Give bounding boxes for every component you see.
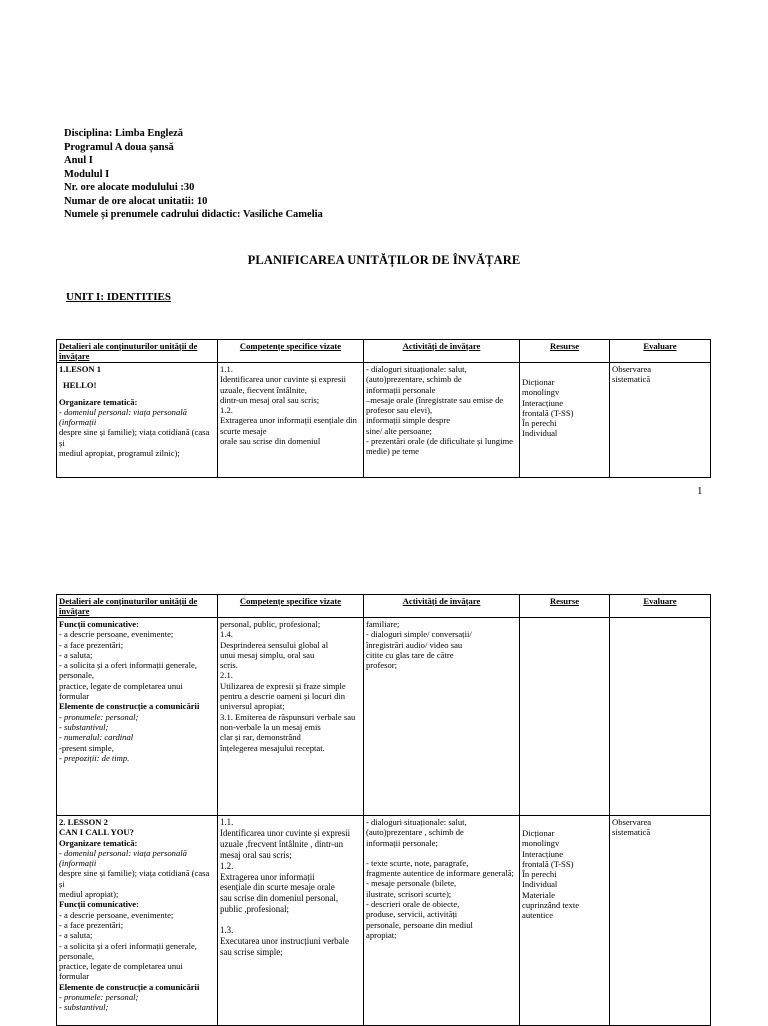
lesson-title: 2. LESSON 2 (59, 817, 108, 827)
text-line: mediul apropiat, programul zilnic); (59, 448, 180, 459)
text-line: dintr-un mesaj oral sau scris; (220, 394, 320, 405)
text-line: Interacțiune (522, 397, 564, 408)
unit-heading: UNIT I: IDENTITIES (66, 291, 171, 303)
text-line: 3.1. Emiterea de răspunsuri verbale sau (220, 711, 356, 722)
text-line: produse, servicii, activități (366, 909, 458, 920)
page-title: PLANIFICAREA UNITĂȚILOR DE ÎNVĂȚARE (247, 253, 521, 267)
text-line: - a descrie persoane, evenimente; (59, 629, 174, 640)
text-line: - domeniul personal: viața personală (informații (59, 406, 187, 428)
text-line: 1.1. (220, 817, 234, 827)
text-line: informații simple despre (366, 415, 451, 426)
text-line: înregistrări audio/ video sau (366, 639, 463, 650)
text-line: mediul apropiat); (59, 889, 119, 900)
text-line: Interacțiune (522, 848, 564, 859)
text-line: uzuale, fiecvent întâlnite, (220, 384, 307, 395)
lesson-title: 1.LESON 1 (59, 364, 102, 374)
text-line: profesor; (366, 660, 398, 671)
text-line: apropiat; (366, 929, 397, 940)
text-line: despre sine și familie); viața cotidiană (casa și (59, 868, 210, 889)
text-line: - a saluta; (59, 649, 93, 660)
column-header: Competențe specifice vizate (218, 340, 364, 363)
text-line: cuprinzând texte (522, 900, 580, 911)
text-line: - descrieri orale de obiecte, (366, 899, 460, 910)
text-line: scris. (220, 660, 238, 671)
document-header (64, 127, 323, 222)
text-line: informații personale; (366, 837, 438, 848)
header-line-module: Modulul I (64, 168, 110, 180)
text-line: 1.3. (220, 925, 234, 936)
text-line: Dicționar (522, 377, 555, 387)
section-label: Elemente de construcție a comunicării (59, 981, 200, 992)
text-line: mesaj oral sau scris; (220, 849, 292, 860)
text-line: - domeniul personal: viața personală (informații (59, 847, 187, 869)
text-line: Identificarea unor cuvinte și expresii (220, 827, 351, 838)
column-header: Evaluare (610, 595, 711, 618)
text-line: - pronumele: personal; (59, 711, 139, 722)
cell-activities (364, 618, 520, 816)
text-line: În perechi (522, 869, 557, 880)
section-label: Funcții comunicative: (59, 899, 139, 910)
table-row (57, 363, 711, 478)
text-line: non-verbale la un mesaj emis (220, 721, 321, 732)
text-line: autentice (522, 910, 554, 921)
header-line-program: Programul A doua șansă (64, 141, 174, 153)
text-line: familiare; (366, 619, 400, 629)
cell-activities (364, 363, 520, 478)
cell-content-details (57, 618, 218, 816)
column-header: Detalieri ale conținuturilor unității de învățare (57, 595, 218, 618)
table-row (57, 618, 711, 816)
text-line: În perechi (522, 418, 557, 429)
text-line: - a saluta; (59, 930, 93, 941)
text-line: - prezentări orale (de dificultate și lungime medie) pe teme (366, 436, 513, 457)
text-line: practice, legate de completarea unui formular (59, 680, 183, 702)
column-header: Resurse (520, 340, 610, 363)
cell-evaluation (610, 363, 711, 478)
text-line: Observarea (612, 817, 652, 827)
text-line: sau scrise din domeniul personal, (220, 893, 339, 904)
text-line: sistematică (612, 827, 651, 838)
cell-resources (520, 816, 610, 1026)
text-line: - dialoguri situaționale: salut, (366, 817, 467, 827)
text-line: despre sine și familie); viața cotidiană (casa și (59, 427, 210, 448)
section-label: Organizare tematică: (59, 837, 138, 848)
text-line: informații personale (366, 384, 436, 395)
column-header: Evaluare (610, 340, 711, 363)
text-line: 1.4. (220, 629, 233, 640)
text-line: monolingv (522, 838, 560, 849)
table-row (57, 816, 711, 1026)
text-line: monolingv (522, 387, 560, 398)
text-line: Observarea (612, 364, 652, 374)
text-line: Extragerea unor informații esențiale din scurte mesaje (220, 415, 357, 436)
column-header: Activități de învățare (364, 595, 520, 618)
text-line: fragmente autentice de informare generală; (366, 868, 514, 879)
text-line: personale, persoane din mediul (366, 919, 473, 930)
text-line: - substantivul; (59, 1002, 109, 1013)
text-line: Extragerea unor informații (220, 871, 315, 882)
text-line: citite cu glas tare de către (366, 649, 454, 660)
section-label: Organizare tematică: (59, 396, 138, 407)
text-line: Dicționar (522, 828, 555, 838)
text-line: clar și rar, demonstrând (220, 732, 301, 743)
header-line-module-hours: Nr. ore alocate modulului :30 (64, 182, 195, 193)
text-line: Utilizarea de expresii și fraze simple (220, 680, 346, 691)
cell-competencies (218, 816, 364, 1026)
text-line: unui mesaj simplu, oral sau (220, 649, 315, 660)
section-label: Elemente de construcție a comunicării (59, 701, 200, 712)
text-line: frontală (T-SS) (522, 858, 574, 869)
table-header-row (57, 595, 711, 618)
text-line: 1.2. (220, 405, 233, 416)
text-line: (auto)prezentare , schimb de (366, 827, 464, 838)
text-line: public ,profesional; (220, 904, 290, 915)
header-line-subject: Disciplina: Limba Engleză (64, 128, 184, 139)
text-line: - numeralul: cardinal (59, 732, 134, 743)
text-line: Individual (522, 428, 558, 439)
text-line: Executarea unor instrucțiuni verbale (220, 936, 349, 947)
cell-resources (520, 363, 610, 478)
cell-content-details (57, 363, 218, 478)
text-line: pentru a descrie oameni și locuri din (220, 691, 346, 702)
text-line: - dialoguri situaționale: salut, (auto)prezentare, schimb de (366, 364, 467, 385)
text-line: - pronumele: personal; (59, 992, 139, 1003)
text-line: esențiale din scurte mesaje orale (220, 882, 335, 893)
page-number: 1 (697, 485, 703, 497)
text-line: 2.1. (220, 670, 233, 681)
header-line-teacher: Numele și prenumele cadrului didactic: Vasiliche Camelia (64, 209, 323, 220)
text-line: - a face prezentări; (59, 639, 124, 650)
section-label: Funcții comunicative: (59, 619, 139, 629)
text-line: frontală (T-SS) (522, 407, 574, 418)
column-header: Resurse (520, 595, 610, 618)
text-line: Individual (522, 879, 558, 890)
column-header: Detalieri ale conținuturilor unității de învățare (57, 340, 218, 363)
text-line: - a descrie persoane, evenimente; (59, 909, 174, 920)
cell-competencies (218, 363, 364, 478)
cell-evaluation (610, 816, 711, 1026)
table-header-row (57, 340, 711, 363)
text-line: - mesaje personale (bilete, (366, 878, 457, 889)
text-line: Desprinderea sensului global al (220, 639, 329, 650)
text-line: Materiale (522, 889, 555, 900)
text-line: universul apropiat; (220, 701, 285, 712)
text-line: 1.1. (220, 364, 233, 374)
text-line: practice, legate de completarea unui formular (59, 961, 183, 982)
text-line: –mesaje orale (înregistrate sau emise de profesor sau elevi), (366, 394, 504, 416)
cell-activities (364, 816, 520, 1026)
text-line: uzuale ,frecvent întâlnite , dintr-un (220, 838, 344, 849)
cell-evaluation (610, 618, 711, 816)
planning-table-1 (56, 339, 711, 478)
text-line: Identificarea unor cuvinte și expresii (220, 374, 346, 385)
text-line: -present simple, (59, 742, 114, 753)
text-line: sine/ alte persoane; (366, 425, 432, 436)
cell-content-details (57, 816, 218, 1026)
cell-competencies (218, 618, 364, 816)
header-line-year: Anul I (64, 155, 93, 166)
column-header: Competențe specifice vizate (218, 595, 364, 618)
text-line: - a face prezentări; (59, 919, 124, 930)
text-line: - prepoziții: de timp. (59, 752, 130, 763)
text-line: - a solicita și a oferi informații generale, personale, (59, 660, 197, 681)
text-line: ilustrate, scrisori scurte); (366, 888, 452, 899)
text-line: orale sau scrise din domeniul (220, 436, 321, 447)
column-header: Activități de învățare (364, 340, 520, 363)
text-line: - a solicita și a oferi informații generale, personale, (59, 940, 197, 961)
text-line: 1.2. (220, 860, 234, 871)
header-line-unit-hours: Numar de ore alocat unitatii: 10 (64, 195, 208, 207)
text-line: personal, public, profesional; (220, 619, 321, 629)
text-line: - substantivul; (59, 721, 109, 732)
text-line: sau scrise simple; (220, 946, 283, 957)
planning-table-2 (56, 594, 711, 1026)
lesson-subtitle: CAN I CALL YOU? (59, 827, 134, 838)
text-line: - texte scurte, note, paragrafe, (366, 857, 469, 868)
cell-resources (520, 618, 610, 816)
text-line: înțelegerea mesajului receptat. (220, 742, 325, 753)
text-line: - dialoguri simple/ conversații/ (366, 629, 472, 640)
text-line: sistematică (612, 374, 651, 385)
lesson-subtitle: HELLO! (63, 380, 97, 391)
